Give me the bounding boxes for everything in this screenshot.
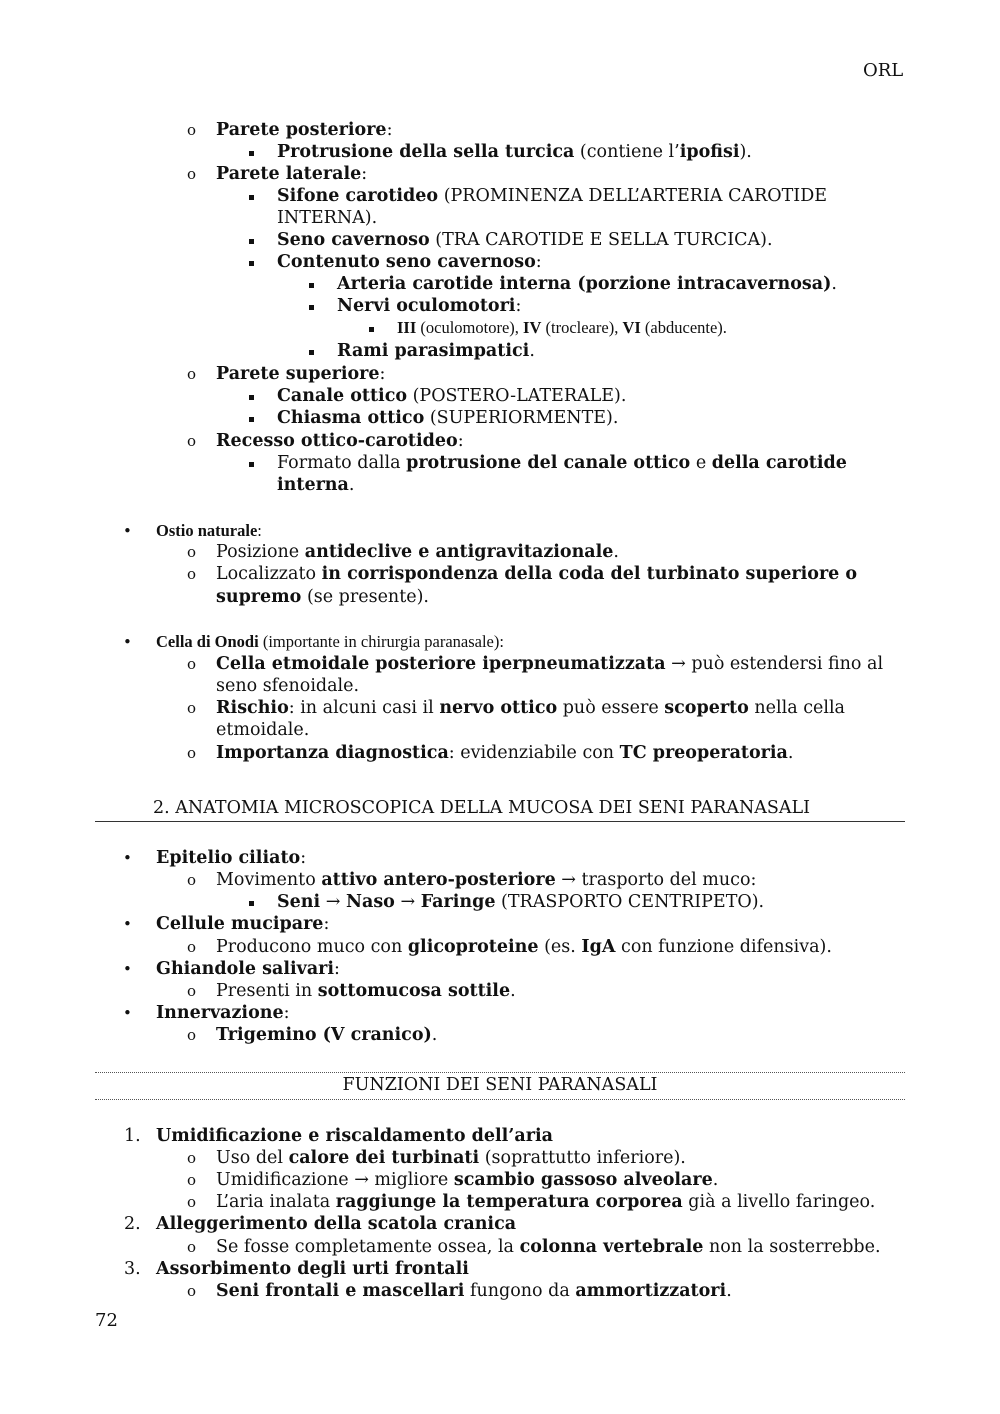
funzione-3: Assorbimento degli urti frontali	[156, 1259, 469, 1279]
nervi-cranici-line: III (oculomotore), IV (trocleare), VI (abducente).	[397, 318, 727, 337]
page-number: 72	[95, 1310, 118, 1331]
chiasma-line: Chiasma ottico (SUPERIORMENTE).	[277, 408, 619, 428]
seno-cavernoso-line: Seno cavernoso (TRA CAROTIDE E SELLA TURCICA).	[277, 230, 773, 250]
circle-marker: o	[187, 655, 197, 673]
square-bullet	[309, 350, 314, 355]
section-heading-2: 2. ANATOMIA MICROSCOPICA DELLA MUCOSA DEI SENI PARANASALI	[153, 798, 811, 818]
formato-line: Formato dalla protrusione del canale ottico e della carotide	[277, 453, 847, 473]
section-divider-top	[95, 1072, 905, 1073]
square-bullet	[249, 417, 254, 422]
protrusione-line: Protrusione della sella turcica (contiene l’ipofisi).	[277, 142, 752, 162]
bullet-marker: •	[123, 960, 132, 978]
ostio-localizzato: Localizzato in corrispondenza della coda del turbinato superiore o	[216, 564, 858, 584]
funzione-2-a: Se fosse completamente ossea, la colonna vertebrale non la sosterrebbe.	[216, 1237, 881, 1257]
formato-line-cont: interna.	[277, 475, 355, 495]
square-bullet	[369, 327, 374, 332]
parete-posteriore: Parete posteriore:	[216, 120, 393, 140]
cellule-line: Cellule mucipare:	[156, 914, 330, 934]
square-bullet	[249, 901, 254, 906]
circle-marker: o	[187, 1238, 197, 1256]
movimento-line: Movimento attivo antero-posteriore → trasporto del muco:	[216, 870, 757, 890]
seni-naso-faringe: Seni → Naso → Faringe (TRASPORTO CENTRIPETO).	[277, 892, 765, 912]
circle-marker: o	[187, 1193, 197, 1211]
square-bullet	[309, 305, 314, 310]
square-bullet	[249, 395, 254, 400]
circle-marker: o	[187, 432, 197, 450]
circle-marker: o	[187, 871, 197, 889]
funzione-1-b: Umidificazione → migliore scambio gassoso alveolare.	[216, 1170, 719, 1190]
square-bullet	[309, 283, 314, 288]
nervi-line: Nervi oculomotori:	[337, 296, 522, 316]
funzione-2: Alleggerimento della scatola cranica	[156, 1214, 517, 1234]
bullet-marker: •	[123, 849, 132, 867]
circle-marker: o	[187, 1171, 197, 1189]
circle-marker: o	[187, 699, 197, 717]
innervazione-line: Innervazione:	[156, 1003, 290, 1023]
running-header: ORL	[863, 60, 904, 81]
onodi-rischio: Rischio: in alcuni casi il nervo ottico può essere scoperto nella cella	[216, 698, 845, 718]
circle-marker: o	[187, 121, 197, 139]
square-bullet	[249, 195, 254, 200]
square-bullet	[249, 151, 254, 156]
circle-marker: o	[187, 1282, 197, 1300]
funzione-1-c: L’aria inalata raggiunge la temperatura corporea già a livello faringeo.	[216, 1192, 876, 1212]
circle-marker: o	[187, 365, 197, 383]
circle-marker: o	[187, 543, 197, 561]
circle-marker: o	[187, 744, 197, 762]
bullet-marker: •	[123, 633, 132, 651]
funzione-1: Umidificazione e riscaldamento dell’aria	[156, 1126, 553, 1146]
funzione-1-a: Uso del calore dei turbinati (soprattutto inferiore).	[216, 1148, 686, 1168]
presenti-line: Presenti in sottomucosa sottile.	[216, 981, 516, 1001]
list-number: 3.	[124, 1259, 141, 1279]
onodi-rischio-cont: etmoidale.	[216, 720, 310, 740]
rami-line: Rami parasimpatici.	[337, 341, 535, 361]
funzione-3-a: Seni frontali e mascellari fungono da ammortizzatori.	[216, 1281, 732, 1301]
onodi-importanza: Importanza diagnostica: evidenziabile con TC preoperatoria.	[216, 743, 794, 763]
bullet-marker: •	[123, 522, 132, 540]
contenuto-line: Contenuto seno cavernoso:	[277, 252, 542, 272]
list-number: 2.	[124, 1214, 141, 1234]
producono-line: Producono muco con glicoproteine (es. IgA con funzione difensiva).	[216, 937, 832, 957]
onodi-cella: Cella etmoidale posteriore iperpneumatizzata → può estendersi fino al	[216, 654, 884, 674]
circle-marker: o	[187, 1026, 197, 1044]
bullet-marker: •	[123, 1004, 132, 1022]
trigemino-line: Trigemino (V cranico).	[216, 1025, 438, 1045]
sifone-line-cont: INTERNA).	[277, 208, 378, 228]
circle-marker: o	[187, 938, 197, 956]
square-bullet	[249, 239, 254, 244]
bullet-marker: •	[123, 915, 132, 933]
ostio-posizione: Posizione antideclive e antigravitazionale.	[216, 542, 619, 562]
circle-marker: o	[187, 982, 197, 1000]
onodi-cella-cont: seno sfenoidale.	[216, 676, 360, 696]
ostio-localizzato-cont: supremo (se presente).	[216, 587, 429, 607]
sifone-line: Sifone carotideo (PROMINENZA DELL’ARTERIA CAROTIDE	[277, 186, 828, 206]
epitelio-line: Epitelio ciliato:	[156, 848, 307, 868]
onodi-title: Cella di Onodi (importante in chirurgia paranasale):	[156, 632, 504, 651]
section-heading-3: FUNZIONI DEI SENI PARANASALI	[342, 1075, 658, 1095]
canale-line: Canale ottico (POSTERO-LATERALE).	[277, 386, 627, 406]
ostio-title: Ostio naturale:	[156, 521, 262, 540]
square-bullet	[249, 261, 254, 266]
section-divider-bottom	[95, 1099, 905, 1100]
circle-marker: o	[187, 1149, 197, 1167]
list-number: 1.	[124, 1126, 141, 1146]
circle-marker: o	[187, 565, 197, 583]
recesso-line: Recesso ottico-carotideo:	[216, 431, 464, 451]
arteria-line: Arteria carotide interna (porzione intracavernosa).	[337, 274, 837, 294]
ghiandole-line: Ghiandole salivari:	[156, 959, 340, 979]
section-divider	[95, 821, 905, 822]
parete-laterale: Parete laterale:	[216, 164, 368, 184]
parete-superiore: Parete superiore:	[216, 364, 386, 384]
square-bullet	[249, 462, 254, 467]
circle-marker: o	[187, 165, 197, 183]
